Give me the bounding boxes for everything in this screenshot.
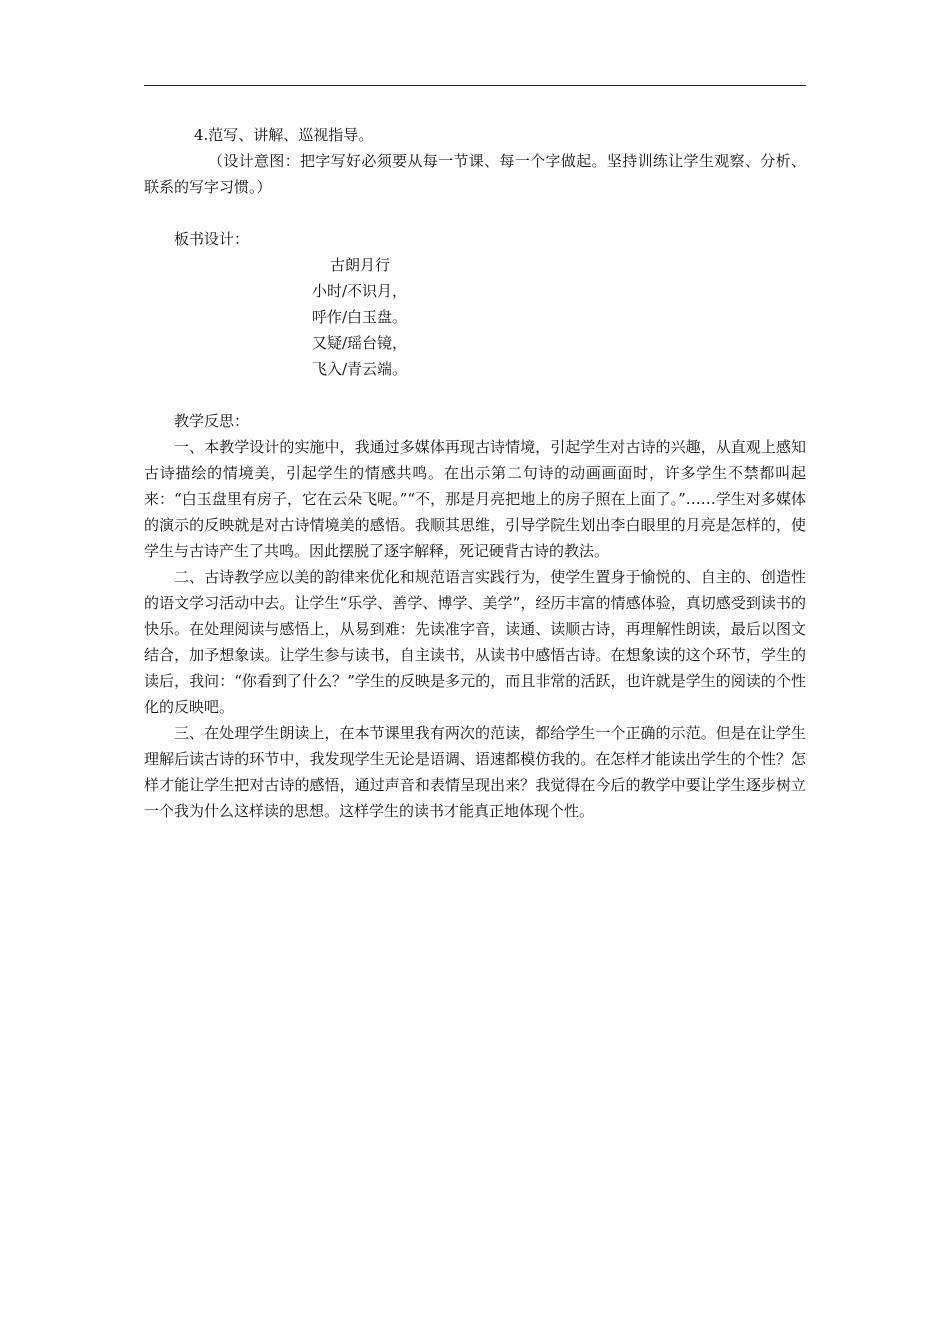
- design-intent-text: （设计意图：把字写好必须要从每一节课、每一个字做起。坚持训练让学生观察、分析、联系的写字习惯。）: [144, 152, 806, 196]
- poem-line: 又疑/瑶台镜，: [312, 334, 408, 352]
- reflection-paragraph-3: 三、在处理学生朗读上，在本节课里我有两次的范读，都给学生一个正确的示范。但是在让学生理解后读古诗的环节中，我发现学生无论是语调、语速都模仿我的。在怎样才能读出学生的个性？怎样才能让学生把对古诗的感悟，通过声音和表情呈现出来？我觉得在今后的教学中要让学生逐步树立一个我为什么这样读的思想。这样学生的读书才能真正地体现个性。: [144, 724, 806, 820]
- reflection-label: 教学反思：: [174, 412, 250, 430]
- spacer: [144, 382, 806, 408]
- poem-line: 呼作/白玉盘。: [312, 308, 408, 326]
- poem-line: 小时/不识月，: [312, 282, 408, 300]
- poem-line: 飞入/青云端。: [312, 360, 408, 378]
- step-4-text: 4.范写、讲解、巡视指导。: [194, 126, 374, 144]
- board-design: [312, 252, 806, 382]
- header-rule: [144, 85, 806, 86]
- document-body: [144, 122, 806, 824]
- spacer: [144, 200, 806, 226]
- board-design-label: 板书设计：: [174, 230, 250, 248]
- reflection-paragraph-1: 一、本教学设计的实施中，我通过多媒体再现古诗情境，引起学生对古诗的兴趣，从直观上感知古诗描绘的情境美，引起学生的情感共鸣。在出示第二句诗的动画画面时，许多学生不禁都叫起来：“白玉盘里有房子，它在云朵飞呢。”“不，那是月亮把地上的房子照在上面了。”……学生对多媒体的演示的反映就是对古诗情境美的感悟。我顺其思维，引导学院生划出李白眼里的月亮是怎样的，使学生与古诗产生了共鸣。因此摆脱了逐字解释，死记硬背古诗的教法。: [144, 438, 806, 560]
- reflection-paragraph-2: 二、古诗教学应以美的韵律来优化和规范语言实践行为，使学生置身于愉悦的、自主的、创造性的语文学习活动中去。让学生“乐学、善学、博学、美学”，经历丰富的情感体验，真切感受到读书的快乐。在处理阅读与感悟上，从易到难：先读准字音，读通、读顺古诗，再理解性朗读，最后以图文结合，加予想象读。让学生参与读书，自主读书，从读书中感悟古诗。在想象读的这个环节，学生的读后，我问：“你看到了什么？”学生的反映是多元的，而且非常的活跃，也许就是学生的阅读的个性化的反映吧。: [144, 568, 806, 716]
- poem-title: 古朗月行: [330, 256, 391, 274]
